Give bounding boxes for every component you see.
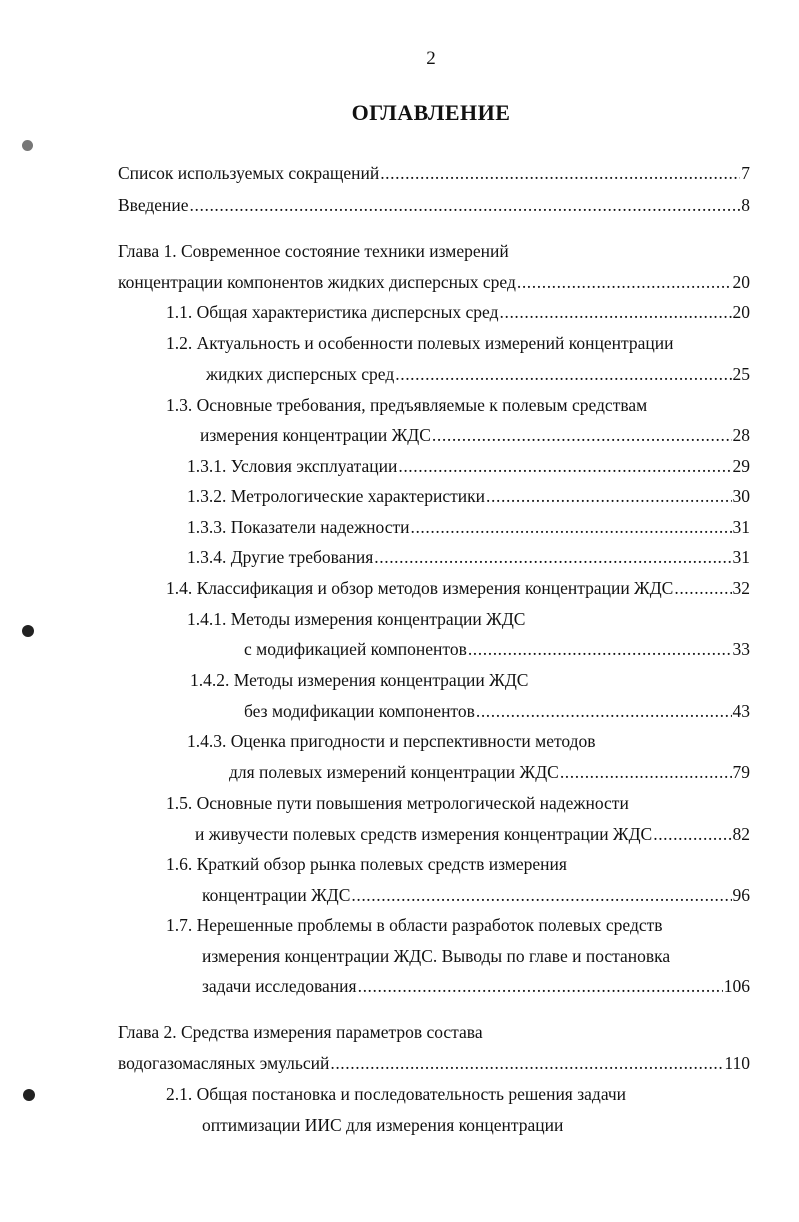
toc-entry-text: 1.3.3. Показатели надежности: [187, 517, 410, 537]
toc-entry-text: 1.4. Классификация и обзор методов измерения концентрации ЖДС: [166, 578, 674, 598]
toc-entry-page: 110: [724, 1053, 750, 1073]
toc-entry: [118, 192, 750, 218]
toc-entry-text: 1.4.2. Методы измерения концентрации ЖДС: [190, 670, 529, 690]
toc-entry-page: 82: [732, 824, 750, 844]
toc-entry-text: без модификации компонентов: [244, 701, 475, 721]
toc-entry: [206, 361, 750, 387]
toc-entry-text: 1.3.1. Условия эксплуатации: [187, 456, 398, 476]
chapter-heading: Глава 1. Современное состояние техники измерений: [118, 241, 509, 261]
toc-entry-page: 106: [723, 976, 750, 996]
toc-entry-page: 31: [732, 547, 750, 567]
toc-title: ОГЛАВЛЕНИЕ: [351, 100, 511, 125]
toc-entry-text: и живучести полевых средств измерения концентрации ЖДС: [195, 824, 653, 844]
toc-entry-text: 1.1. Общая характеристика дисперсных сред: [166, 302, 499, 322]
toc-entry-text: 1.4.3. Оценка пригодности и перспективности методов: [187, 731, 596, 751]
toc-entry: [118, 160, 750, 186]
punch-hole-mark: [23, 1089, 35, 1101]
toc-entry: [195, 821, 750, 847]
toc-entry-text: 1.2. Актуальность и особенности полевых измерений концентрации: [166, 333, 674, 353]
toc-entry-text: 1.7. Нерешенные проблемы в области разработок полевых средств: [166, 915, 663, 935]
punch-hole-mark: [22, 625, 34, 637]
toc-entry-page: 8: [741, 195, 750, 215]
toc-entry-text: водогазомасляных эмульсий: [118, 1053, 330, 1073]
toc-entry-text: 1.5. Основные пути повышения метрологической надежности: [166, 793, 629, 813]
toc-entry-text: 1.6. Краткий обзор рынка полевых средств измерения: [166, 854, 567, 874]
toc-entry-text: Список используемых сокращений: [118, 163, 380, 183]
toc-entry: [187, 514, 750, 540]
toc-entry: [187, 453, 750, 479]
toc-entry-page: 31: [732, 517, 750, 537]
toc-entry-page: 25: [732, 364, 750, 384]
toc-entry-text: 1.3.4. Другие требования: [187, 547, 374, 567]
toc-entry: [200, 422, 750, 448]
toc-entry-page: 7: [741, 163, 750, 183]
toc-entry-text: измерения концентрации ЖДС: [200, 425, 431, 445]
toc-entry-page: 43: [732, 701, 750, 721]
toc-entry-text: оптимизации ИИС для измерения концентрации: [202, 1115, 564, 1135]
toc-entry: [166, 299, 750, 325]
toc-entry: [202, 973, 750, 999]
punch-hole-mark: [22, 140, 33, 151]
toc-entry-page: 29: [732, 456, 750, 476]
toc-entry: [166, 575, 750, 601]
toc-entry: [202, 882, 750, 908]
toc-entry: [244, 636, 750, 662]
toc-entry-text: жидких дисперсных сред: [206, 364, 395, 384]
toc-entry-text: Введение: [118, 195, 189, 215]
toc-entry-text: 1.3.2. Метрологические характеристики: [187, 486, 486, 506]
toc-entry-text: для полевых измерений концентрации ЖДС: [229, 762, 559, 782]
toc-entry: [187, 544, 750, 570]
toc-entry-text: 1.4.1. Методы измерения концентрации ЖДС: [187, 609, 526, 629]
toc-entry-page: 96: [732, 885, 750, 905]
page-number: 2: [426, 48, 436, 69]
toc-entry-text: с модификацией компонентов: [244, 639, 467, 659]
toc-entry-page: 30: [732, 486, 750, 506]
toc-entry-page: 20: [732, 272, 750, 292]
toc-entry: [118, 269, 750, 295]
toc-entry-page: 20: [732, 302, 750, 322]
toc-entry-page: 33: [732, 639, 750, 659]
toc-entry: [187, 483, 750, 509]
toc-entry: [244, 698, 750, 724]
toc-entry-page: 32: [732, 578, 750, 598]
toc-entry-text: задачи исследования: [202, 976, 357, 996]
toc-entry-page: 79: [732, 762, 750, 782]
toc-entry-text: концентрации ЖДС: [202, 885, 351, 905]
toc-entry-page: 28: [732, 425, 750, 445]
chapter-heading: Глава 2. Средства измерения параметров состава: [118, 1022, 483, 1042]
toc-entry-text: 2.1. Общая постановка и последовательность решения задачи: [166, 1084, 627, 1104]
toc-entry: [229, 759, 750, 785]
toc-entry-text: измерения концентрации ЖДС. Выводы по главе и постановка: [202, 946, 671, 966]
toc-entry-text: 1.3. Основные требования, предъявляемые к полевым средствам: [166, 395, 648, 415]
toc-entry: [118, 1050, 750, 1076]
toc-entry-text: концентрации компонентов жидких дисперсных сред: [118, 272, 516, 292]
